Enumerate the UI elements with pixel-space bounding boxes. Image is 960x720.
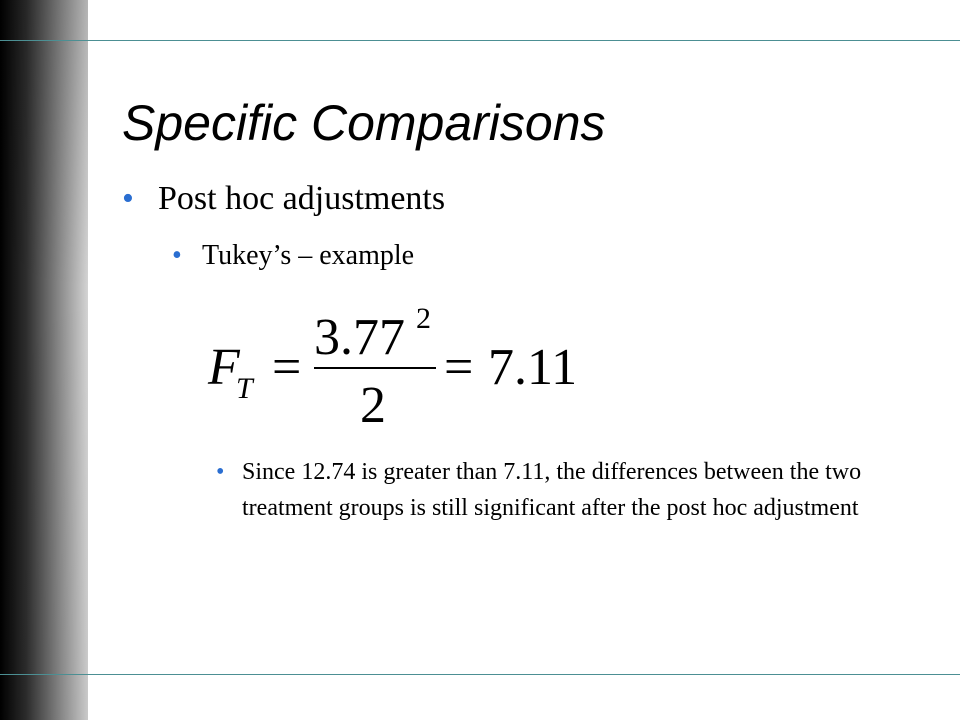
- tukey-formula: [200, 300, 600, 440]
- formula-lhs-subscript: T: [236, 372, 253, 405]
- bullet-dot-icon: •: [122, 180, 134, 217]
- bullet-dot-icon: •: [216, 459, 225, 485]
- formula-numerator-exponent: 2: [416, 302, 431, 335]
- bullet-dot-icon: •: [172, 240, 182, 271]
- bullet-level-3: [216, 454, 922, 526]
- formula-numerator-base: 3.77: [314, 309, 405, 366]
- formula-equals-1: =: [272, 339, 302, 396]
- formula-lhs-variable: F: [208, 339, 240, 396]
- slide-title: Specific Comparisons: [122, 95, 606, 151]
- formula-denominator: 2: [360, 377, 386, 434]
- bullet-level-2: [172, 240, 415, 272]
- bullet-level-1: [122, 180, 446, 218]
- bullet-text: Since 12.74 is greater than 7.11, the differences between the two treatment groups is still significant after the post hoc adjustment: [242, 459, 862, 521]
- formula-equals-2: =: [444, 339, 474, 396]
- top-divider: [0, 40, 960, 41]
- bullet-text: Post hoc adjustments: [158, 180, 446, 217]
- formula-result: 7.11: [488, 339, 578, 396]
- bottom-divider: [0, 674, 960, 675]
- side-gradient-bar: [0, 0, 88, 720]
- bullet-text: Tukey’s – example: [202, 240, 415, 271]
